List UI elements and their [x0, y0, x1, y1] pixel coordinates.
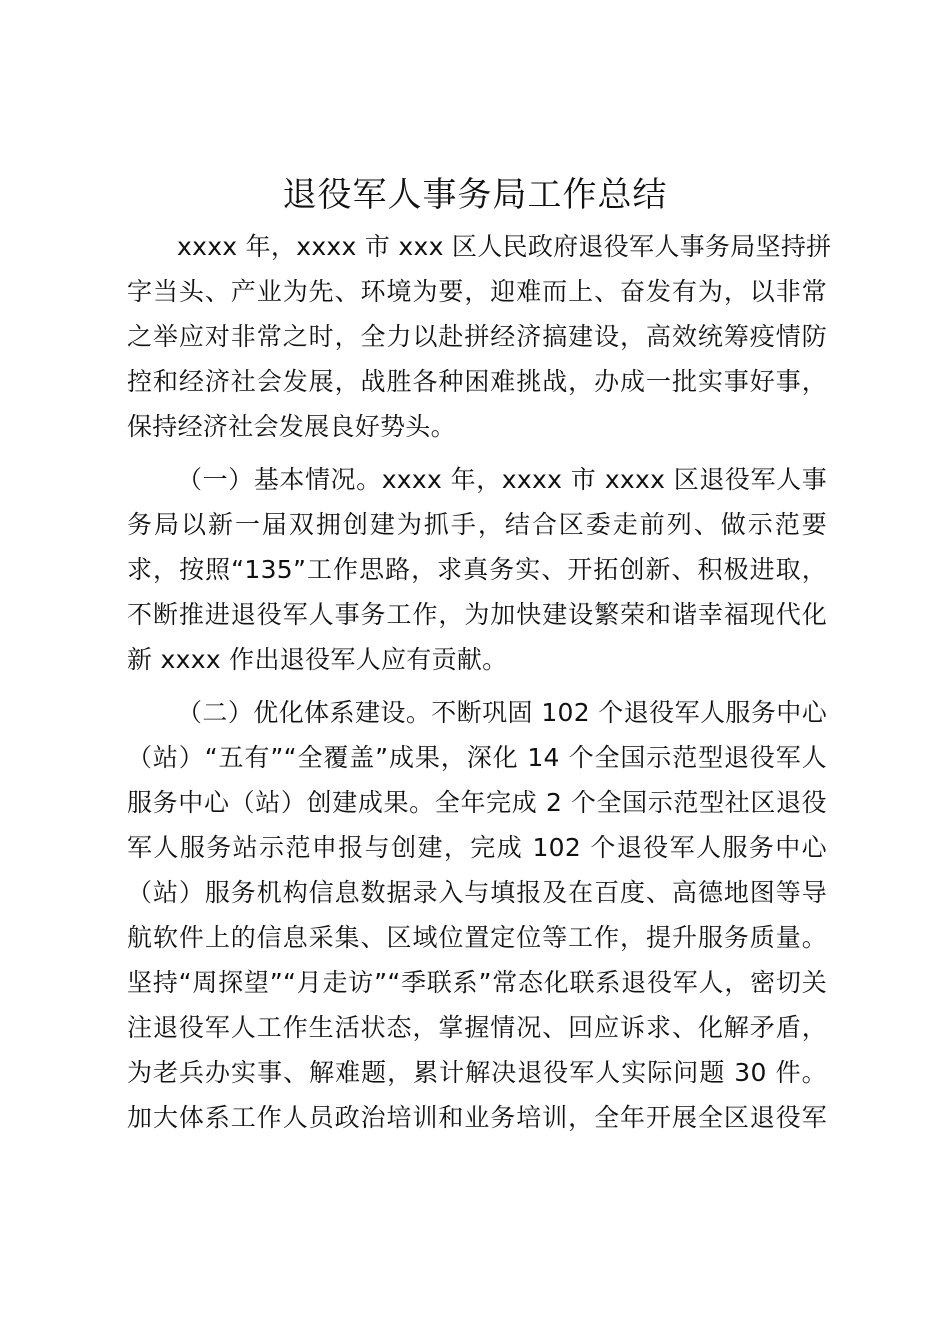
paragraph-3	[127, 690, 827, 1140]
paragraph-2	[127, 457, 827, 682]
paragraph-1	[127, 224, 832, 449]
text-line: （一）基本情况。xxxx 年，xxxx 市 xxxx 区退役军人事	[177, 465, 827, 494]
text-line: 不断推进退役军人事务工作，为加快建设繁荣和谐幸福现代化	[127, 600, 827, 629]
text-line: 军人服务站示范申报与创建，完成 102 个退役军人服务中心	[127, 833, 827, 862]
text-line: 之举应对非常之时，全力以赴拼经济搞建设，高效统筹疫情防	[127, 322, 827, 351]
text-line: 务局以新一届双拥创建为抓手，结合区委走前列、做示范要	[127, 510, 827, 539]
text-line: 控和经济社会发展，战胜各种困难挑战，办成一批实事好事，	[127, 367, 827, 396]
text-line: 服务中心（站）创建成果。全年完成 2 个全国示范型社区退役	[127, 788, 827, 817]
document-title: 退役军人事务局工作总结	[282, 175, 668, 215]
text-line: 航软件上的信息采集、区域位置定位等工作，提升服务质量。	[127, 923, 827, 952]
text-line: 求，按照“135”工作思路，求真务实、开拓创新、积极进取，	[127, 555, 827, 584]
text-line: （二）优化体系建设。不断巩固 102 个退役军人服务中心	[177, 698, 827, 727]
text-line: （站）“五有”“全覆盖”成果，深化 14 个全国示范型退役军人	[127, 743, 827, 772]
document-body	[127, 224, 832, 1148]
text-line: 字当头、产业为先、环境为要，迎难而上、奋发有为，以非常	[127, 277, 827, 306]
text-line: 坚持“周探望”“月走访”“季联系”常态化联系退役军人，密切关	[127, 968, 827, 997]
text-line: 注退役军人工作生活状态，掌握情况、回应诉求、化解矛盾，	[127, 1013, 827, 1042]
text-line: 为老兵办实事、解难题，累计解决退役军人实际问题 30 件。	[127, 1058, 827, 1087]
text-line: 保持经济社会发展良好势头。	[127, 412, 456, 441]
text-line: xxxx 年，xxxx 市 xxx 区人民政府退役军人事务局坚持拼	[177, 232, 832, 261]
text-line: 加大体系工作人员政治培训和业务培训，全年开展全区退役军	[127, 1103, 827, 1132]
text-line: 新 xxxx 作出退役军人应有贡献。	[127, 645, 508, 674]
text-line: （站）服务机构信息数据录入与填报及在百度、高德地图等导	[127, 878, 827, 907]
